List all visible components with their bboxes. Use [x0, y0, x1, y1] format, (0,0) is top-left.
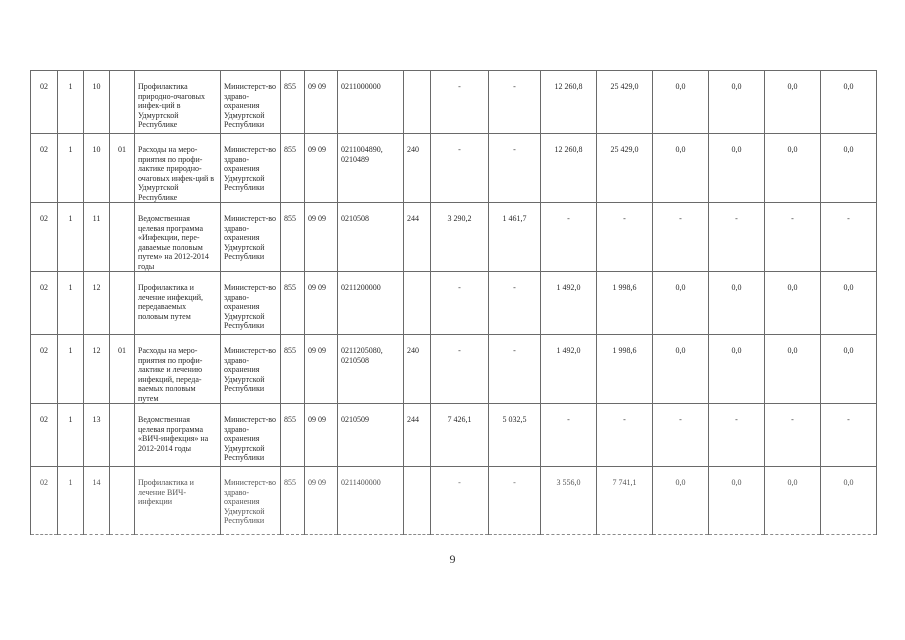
value-col-8: -: [821, 203, 877, 272]
target-article: 0211400000: [338, 467, 404, 535]
code-program: 02: [31, 71, 58, 134]
grbs-code: 855: [281, 335, 305, 404]
value-col-8: 0,0: [821, 71, 877, 134]
table-row: [31, 272, 877, 335]
value-col-6: -: [709, 203, 765, 272]
activity-name: Расходы на меро-приятия по профи-лактике и лечению инфекций, переда-ваемых половым путем: [135, 335, 221, 404]
value-col-1: -: [431, 71, 489, 134]
target-article: 0211000000: [338, 71, 404, 134]
expense-type: 240: [404, 134, 431, 203]
code-program: 02: [31, 272, 58, 335]
value-col-4: 1 998,6: [597, 335, 653, 404]
grbs-code: 855: [281, 71, 305, 134]
value-col-5: 0,0: [653, 71, 709, 134]
section-code: 09 09: [305, 467, 338, 535]
value-col-7: 0,0: [765, 335, 821, 404]
code-subactivity: [110, 272, 135, 335]
value-col-7: -: [765, 203, 821, 272]
value-col-1: -: [431, 335, 489, 404]
expense-type: 244: [404, 404, 431, 467]
value-col-8: 0,0: [821, 335, 877, 404]
value-col-3: 12 260,8: [541, 71, 597, 134]
code-activity: 12: [84, 335, 110, 404]
value-col-3: 12 260,8: [541, 134, 597, 203]
grbs-code: 855: [281, 203, 305, 272]
value-col-6: 0,0: [709, 134, 765, 203]
code-activity: 11: [84, 203, 110, 272]
code-activity: 14: [84, 467, 110, 535]
responsible-ministry: Министерст-во здраво-охранения Удмуртской Республики: [221, 134, 281, 203]
grbs-code: 855: [281, 467, 305, 535]
code-program: 02: [31, 203, 58, 272]
value-col-1: -: [431, 134, 489, 203]
expense-type: 240: [404, 335, 431, 404]
value-col-1: 7 426,1: [431, 404, 489, 467]
value-col-1: 3 290,2: [431, 203, 489, 272]
code-activity: 10: [84, 134, 110, 203]
code-subactivity: 01: [110, 335, 135, 404]
section-code: 09 09: [305, 335, 338, 404]
value-col-2: -: [489, 71, 541, 134]
code-subactivity: [110, 467, 135, 535]
value-col-6: 0,0: [709, 335, 765, 404]
table-row: [31, 203, 877, 272]
section-code: 09 09: [305, 71, 338, 134]
value-col-8: 0,0: [821, 134, 877, 203]
activity-name: Профилактика природно-очаговых инфек-ций в Удмуртской Республике: [135, 71, 221, 134]
value-col-1: -: [431, 272, 489, 335]
value-col-6: 0,0: [709, 272, 765, 335]
target-article: 0211200000: [338, 272, 404, 335]
responsible-ministry: Министерст-во здраво-охранения Удмуртской Республики: [221, 71, 281, 134]
value-col-2: 5 032,5: [489, 404, 541, 467]
expense-type: 244: [404, 203, 431, 272]
activity-name: Расходы на меро-приятия по профи-лактике природно-очаговых инфек-ций в Удмуртской Республике: [135, 134, 221, 203]
code-program: 02: [31, 467, 58, 535]
table-row: [31, 71, 877, 134]
expense-type: [404, 467, 431, 535]
table-row: [31, 335, 877, 404]
section-code: 09 09: [305, 272, 338, 335]
value-col-2: -: [489, 134, 541, 203]
value-col-3: -: [541, 203, 597, 272]
value-col-6: 0,0: [709, 467, 765, 535]
code-subprogram: 1: [58, 335, 84, 404]
value-col-4: 7 741,1: [597, 467, 653, 535]
page-number: 9: [449, 552, 456, 566]
grbs-code: 855: [281, 404, 305, 467]
target-article: 0211004890, 0210489: [338, 134, 404, 203]
table-row: [31, 134, 877, 203]
code-subactivity: [110, 203, 135, 272]
value-col-7: 0,0: [765, 71, 821, 134]
responsible-ministry: Министерст-во здраво-охранения Удмуртской Республики: [221, 467, 281, 535]
code-program: 02: [31, 335, 58, 404]
target-article: 0211205080, 0210508: [338, 335, 404, 404]
table-row: [31, 404, 877, 467]
expense-type: [404, 71, 431, 134]
code-subprogram: 1: [58, 404, 84, 467]
target-article: 0210509: [338, 404, 404, 467]
value-col-1: -: [431, 467, 489, 535]
activity-name: Профилактика и лечение ВИЧ-инфекции: [135, 467, 221, 535]
code-program: 02: [31, 404, 58, 467]
value-col-7: 0,0: [765, 467, 821, 535]
code-subprogram: 1: [58, 203, 84, 272]
activity-name: Ведомственная целевая программа «ВИЧ-инфекция» на 2012-2014 годы: [135, 404, 221, 467]
value-col-8: 0,0: [821, 272, 877, 335]
value-col-4: 25 429,0: [597, 71, 653, 134]
activity-name: Профилактика и лечение инфекций, передаваемых половым путем: [135, 272, 221, 335]
value-col-2: -: [489, 335, 541, 404]
value-col-3: -: [541, 404, 597, 467]
code-subprogram: 1: [58, 134, 84, 203]
budget-table: [30, 70, 877, 535]
code-activity: 12: [84, 272, 110, 335]
value-col-3: 3 556,0: [541, 467, 597, 535]
value-col-4: -: [597, 203, 653, 272]
responsible-ministry: Министерст-во здраво-охранения Удмуртской Республики: [221, 335, 281, 404]
value-col-4: -: [597, 404, 653, 467]
value-col-3: 1 492,0: [541, 272, 597, 335]
value-col-8: 0,0: [821, 467, 877, 535]
value-col-5: 0,0: [653, 134, 709, 203]
value-col-7: 0,0: [765, 134, 821, 203]
value-col-6: 0,0: [709, 71, 765, 134]
target-article: 0210508: [338, 203, 404, 272]
table-row: [31, 467, 877, 535]
value-col-5: 0,0: [653, 467, 709, 535]
code-subprogram: 1: [58, 272, 84, 335]
responsible-ministry: Министерст-во здраво-охранения Удмуртской Республики: [221, 404, 281, 467]
expense-type: [404, 272, 431, 335]
section-code: 09 09: [305, 203, 338, 272]
value-col-5: 0,0: [653, 272, 709, 335]
responsible-ministry: Министерст-во здраво-охранения Удмуртской Республики: [221, 272, 281, 335]
value-col-5: -: [653, 203, 709, 272]
code-activity: 13: [84, 404, 110, 467]
code-subactivity: 01: [110, 134, 135, 203]
value-col-8: -: [821, 404, 877, 467]
code-subactivity: [110, 71, 135, 134]
value-col-2: 1 461,7: [489, 203, 541, 272]
value-col-7: -: [765, 404, 821, 467]
value-col-4: 25 429,0: [597, 134, 653, 203]
code-activity: 10: [84, 71, 110, 134]
section-code: 09 09: [305, 404, 338, 467]
value-col-3: 1 492,0: [541, 335, 597, 404]
activity-name: Ведомственная целевая программа «Инфекции, пере-даваемые половым путем» на 2012-2014 годы: [135, 203, 221, 272]
section-code: 09 09: [305, 134, 338, 203]
code-subprogram: 1: [58, 71, 84, 134]
value-col-4: 1 998,6: [597, 272, 653, 335]
grbs-code: 855: [281, 134, 305, 203]
value-col-5: 0,0: [653, 335, 709, 404]
value-col-7: 0,0: [765, 272, 821, 335]
code-subprogram: 1: [58, 467, 84, 535]
code-program: 02: [31, 134, 58, 203]
value-col-5: -: [653, 404, 709, 467]
value-col-6: -: [709, 404, 765, 467]
value-col-2: -: [489, 467, 541, 535]
code-subactivity: [110, 404, 135, 467]
value-col-2: -: [489, 272, 541, 335]
grbs-code: 855: [281, 272, 305, 335]
responsible-ministry: Министерст-во здраво-охранения Удмуртской Республики: [221, 203, 281, 272]
